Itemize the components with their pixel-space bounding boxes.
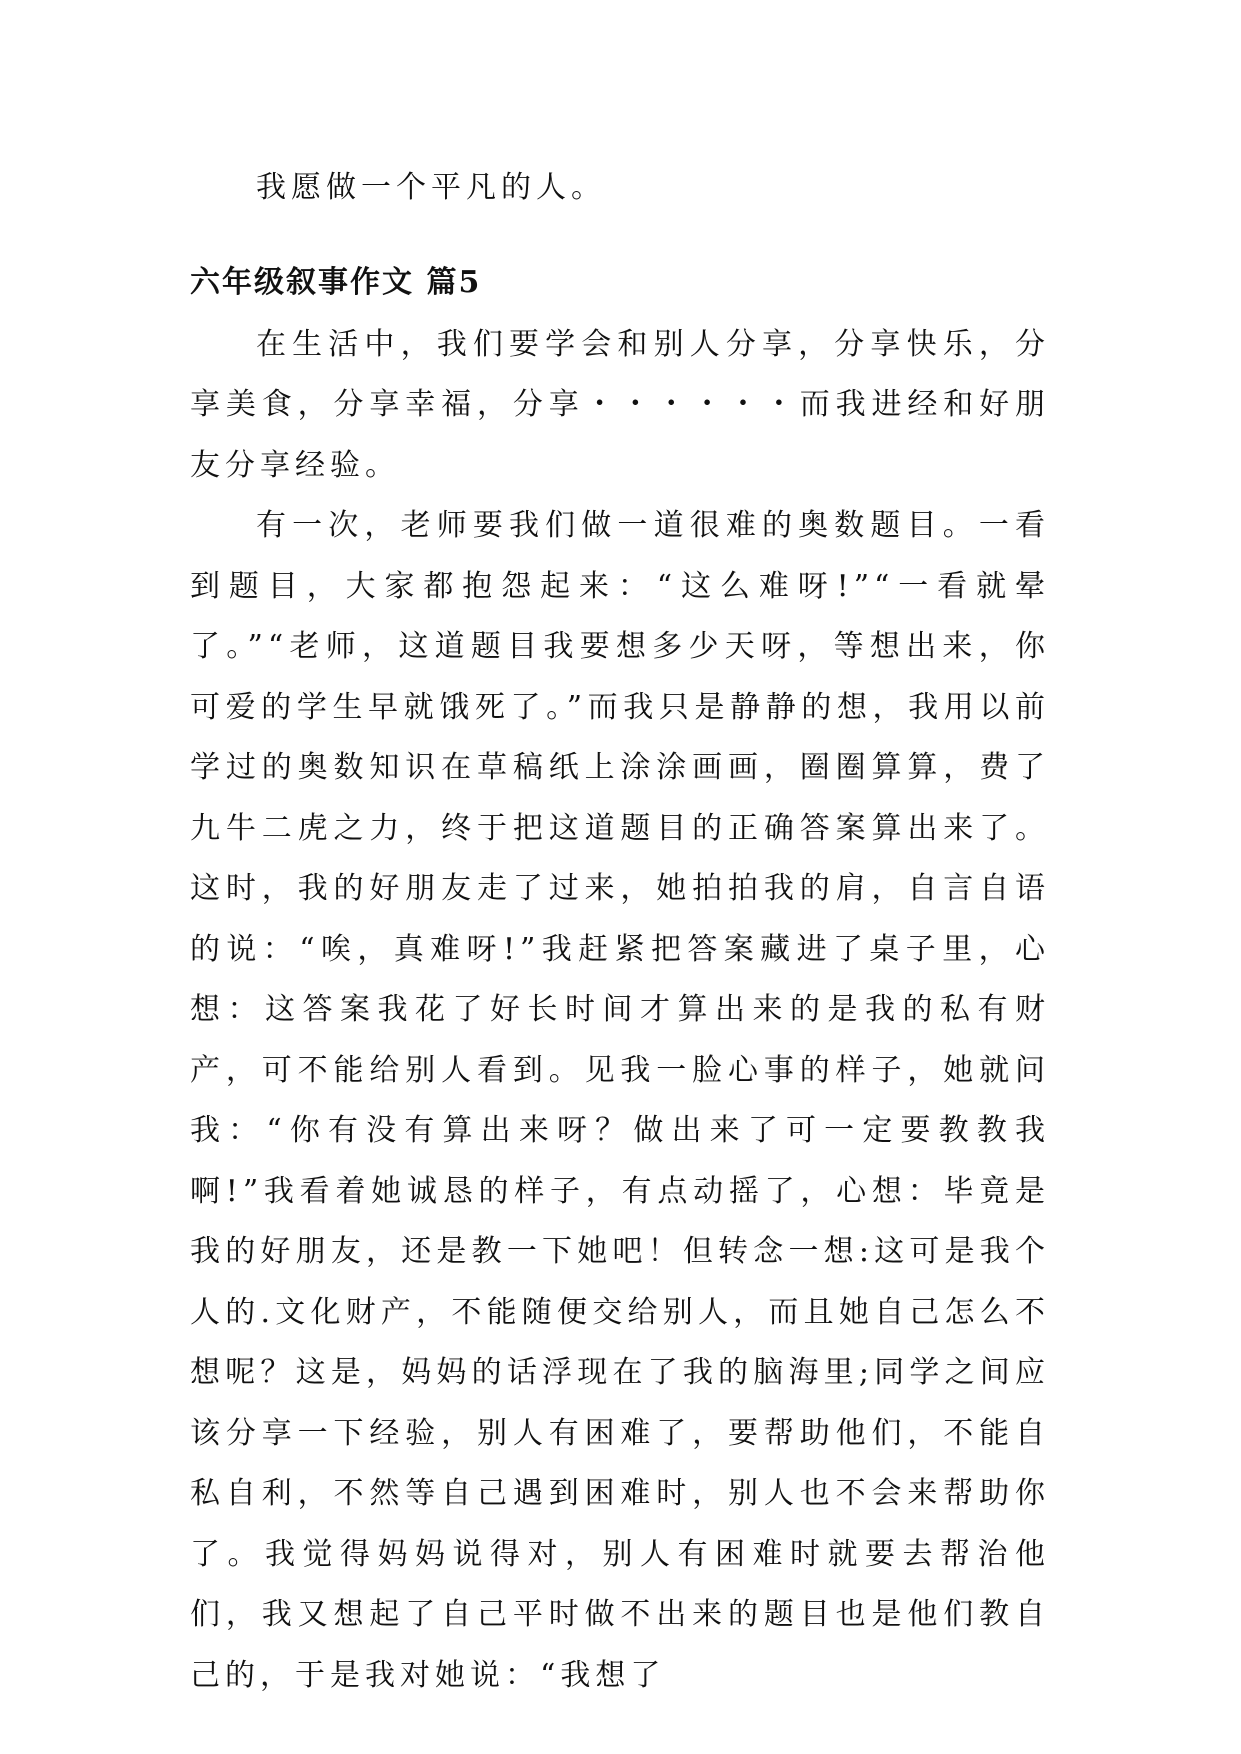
paragraph-1: 在生活中，我们要学会和别人分享，分享快乐，分享美食，分享幸福，分享・・・・・・而我进经和好朋友分享经验。 [190,326,1050,483]
opening-paragraph: 我愿做一个平凡的人。 [256,170,606,205]
document-body [190,158,1050,1706]
paragraph-2: 有一次，老师要我们做一道很难的奥数题目。一看到题目，大家都抱怨起来：“这么难呀!”“一看就晕了。”“老师，这道题目我要想多少天呀，等想出来，你可爱的学生早就饿死了。”而我只是静静的想，我用以前学过的奥数知识在草稿纸上涂涂画画，圈圈算算，费了九牛二虎之力，终于把这道题目的正确答案算出来了。这时，我的好朋友走了过来，她拍拍我的肩，自言自语的说：“唉，真难呀!”我赶紧把答案藏进了桌子里，心想：这答案我花了好长时间才算出来的是我的私有财产，可不能给别人看到。见我一脸心事的样子，她就问我：“你有没有算出来呀？做出来了可一定要教教我啊!”我看着她诚恳的样子，有点动摇了，心想：毕竟是我的好朋友，还是教一下她吧！但转念一想:这可是我个人的.文化财产，不能随便交给别人，而且她自己怎么不想呢？这是，妈妈的话浮现在了我的脑海里;同学之间应该分享一下经验，别人有困难了，要帮助他们，不能自私自利，不然等自己遇到困难时，别人也不会来帮助你了。我觉得妈妈说得对，别人有困难时就要去帮治他们，我又想起了自己平时做不出来的题目也是他们教自己的，于是我对她说：“我想了 [190,508,1050,1693]
section-title: 六年级叙事作文 篇5 [190,264,482,300]
